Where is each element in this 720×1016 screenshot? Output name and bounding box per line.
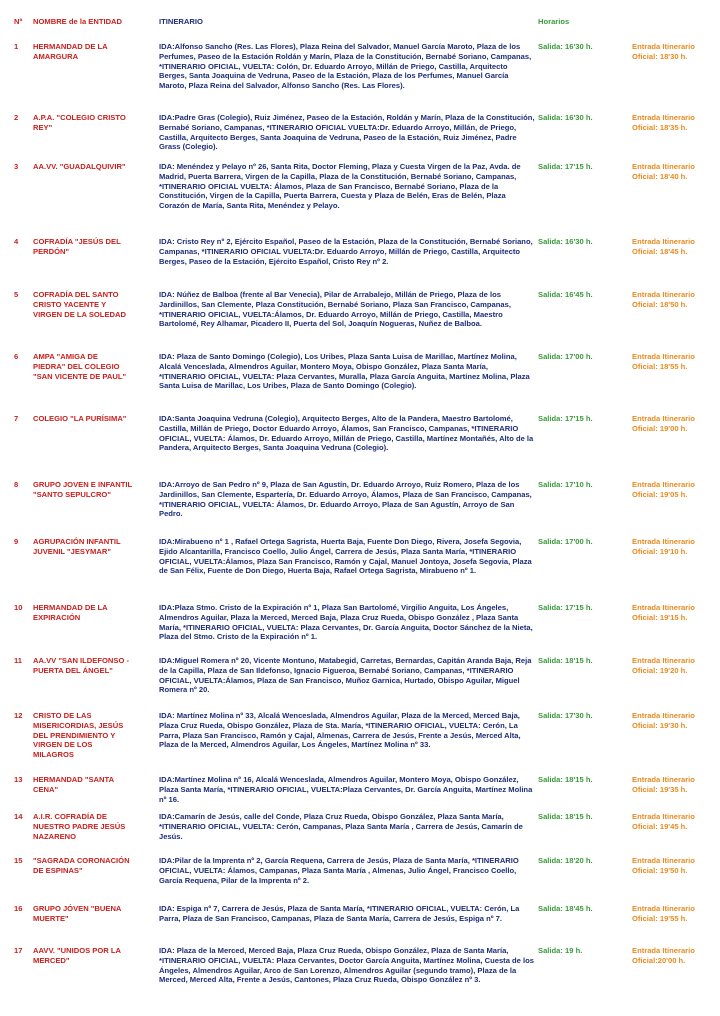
itinerary-text: IDA: Martínez Molina nº 33, Alcalá Wenceslada, Almendros Aguilar, Plaza de la Merced, Merced Baja, Plaza Cruz Rueda, Obispo González, Plaza de Sta. María, *ITINERARIO OFICIAL, VUELTA: Cerón, La Parra, Plaza San Francisco, Ramón y Cajal, Almenas, Carrera de Jesús, Frente a Jesús, Merced Alta, Plaza de la Merced, Almendros Aguilar, Los Ángeles, Martínez Molina nº 33. xyxy=(159,711,521,750)
row-number: 12 xyxy=(14,711,23,720)
entity-name: AA.VV. "GUADALQUIVIR" xyxy=(33,162,126,171)
departure-time: Salida: 17'10 h. xyxy=(538,480,593,489)
entity-name: AGRUPACIÓN INFANTIL JUVENIL "JESYMAR" xyxy=(33,537,121,556)
row-number: 11 xyxy=(14,656,23,665)
itinerary-text: IDA: Plaza de la Merced, Merced Baja, Plaza Cruz Rueda, Obispo González, Plaza de Santa María, *ITINERARIO OFICIAL, VUELTA: Plaza Cervantes, Doctor García Anguita, Martínez Molina, Cuesta de los Ángeles, Almendros Aguilar, Arco de San Lorenzo, Almendros Aguilar (segundo tramo), Plaza de la Merced, Merced Alta, Frente a Jesús, Cantones, Plaza Cruz Rueda, Obispo González nº 3. xyxy=(159,946,534,985)
header-entity: NOMBRE de la ENTIDAD xyxy=(33,17,123,26)
row-number: 1 xyxy=(14,42,19,51)
entity-name: AMPA "AMIGA DE PIEDRA" DEL COLEGIO "SAN VICENTE DE PAUL" xyxy=(33,352,127,381)
official-entry-time: Entrada Itinerario Oficial: 18'35 h. xyxy=(632,113,695,132)
header-schedule: Horarios xyxy=(538,17,570,26)
entity-name: GRUPO JÓVEN "BUENA MUERTE" xyxy=(33,904,122,923)
header-num: Nº xyxy=(14,17,23,26)
row-number: 7 xyxy=(14,414,19,423)
row-number: 4 xyxy=(14,237,19,246)
itinerary-text: IDA:Mirabueno nº 1 , Rafael Ortega Sagrista, Huerta Baja, Fuente Don Diego, Rivera, Josefa Segovia, Ejido Alcantarilla, Francisco Coello, Julio Ángel, Carrera de Jesús, Plaza Santa María, *ITINERARIO OFICIAL, VUELTA:Álamos, Plaza San Francisco, Ramón y Cajal, Manuel Jontoya, Josefa Segovia, Plaza de San Félix, Fuente de Don Diego, Huerta Baja, Rafael Ortega Sagrista, Mirabueno nº 1. xyxy=(159,537,532,576)
official-entry-time: Entrada Itinerario Oficial: 18'55 h. xyxy=(632,352,695,371)
row-number: 15 xyxy=(14,856,23,865)
entity-name: HERMANDAD DE LA AMARGURA xyxy=(33,42,108,61)
itinerary-text: IDA:Alfonso Sancho (Res. Las Flores), Plaza Reina del Salvador, Manuel García Maroto, Plaza de los Perfumes, Paseo de la Estación Roldán y Marín, Plaza de la Constitución, Bernabé Soriano, Campanas, *ITINERARIO OFICIAL, VUELTA: Colón, Dr. Eduardo Arroyo, Millán de Priego, Castilla, Arquitecto Berges, Santa Joaquina de Vedruna, Paseo de la Estación, Plaza de los Perfumes, Manuel García Maroto, Plaza Reina del Salvador, Alfonso Sancho (Res. Las Flores). xyxy=(159,42,532,91)
entity-name: AA.VV "SAN ILDEFONSO - PUERTA DEL ÁNGEL" xyxy=(33,656,129,675)
row-number: 17 xyxy=(14,946,23,955)
header-itinerary: ITINERARIO xyxy=(159,17,203,26)
itinerary-text: IDA:Camarín de Jesús, calle del Conde, Plaza Cruz Rueda, Obispo González, Plaza Santa María, *ITINERARIO OFICIAL, VUELTA: Cerón, Campanas, Plaza Santa María , Carrera de Jesús, Camarín de Jesús. xyxy=(159,812,523,841)
itinerary-text: IDA: Núñez de Balboa (frente al Bar Venecia), Pilar de Arrabalejo, Millán de Priego, Plaza de los Jardinillos, San Clemente, Plaza Constitución, Bernabé Soriano, Plaza San Francisco, Campanas, *ITINERARIO OFICIAL, VUELTA:Álamos, Dr. Eduardo Arroyo, Millán de Priego, Castilla, Maestro Bartolomé, Rey Alhamar, Picadero II, Puerta del Sol, Joaquín Nogueras, Nuñez de Balboa. xyxy=(159,290,511,329)
official-entry-time: Entrada Itinerario Oficial: 19'50 h. xyxy=(632,856,695,875)
official-entry-time: Entrada Itinerario Oficial:20'00 h. xyxy=(632,946,695,965)
official-entry-time: Entrada Itinerario Oficial: 18'50 h. xyxy=(632,290,695,309)
departure-time: Salida: 18'20 h. xyxy=(538,856,593,865)
departure-time: Salida: 16'30 h. xyxy=(538,42,593,51)
entity-name: A.P.A. "COLEGIO CRISTO REY" xyxy=(33,113,126,132)
departure-time: Salida: 17'00 h. xyxy=(538,352,593,361)
itinerary-text: IDA:Arroyo de San Pedro nº 9, Plaza de San Agustín, Dr. Eduardo Arroyo, Ruiz Romero, Plaza de los Jardinillos, San Clemente, Espartería, Dr. Eduardo Arroyo, Álamos, Plaza de San Francisco, Campanas, *ITINERARIO OFICIAL, VUELTA: Álamos, Dr. Eduardo Arroyo, Plaza de San Agustín, Arroyo de San Pedro. xyxy=(159,480,532,519)
entity-name: CRISTO DE LAS MISERICORDIAS, JESÚS DEL PRENDIMIENTO Y VIRGEN DE LOS MILAGROS xyxy=(33,711,124,760)
row-number: 14 xyxy=(14,812,23,821)
departure-time: Salida: 19 h. xyxy=(538,946,583,955)
row-number: 2 xyxy=(14,113,19,122)
official-entry-time: Entrada Itinerario Oficial: 19'00 h. xyxy=(632,414,695,433)
row-number: 5 xyxy=(14,290,19,299)
official-entry-time: Entrada Itinerario Oficial: 19'20 h. xyxy=(632,656,695,675)
official-entry-time: Entrada Itinerario Oficial: 19'35 h. xyxy=(632,775,695,794)
itinerary-text: IDA: Menéndez y Pelayo nº 26, Santa Rita, Doctor Fleming, Plaza y Cuesta Virgen de la Paz, Avda. de Madrid, Puerta Barrera, Virgen de la Capilla, Plaza de la Constitución, Bernabé Soriano, Campanas, *ITINERARIO OFICIAL VUELTA: Álamos, Plaza de San Francisco, Bernabé Soriano, Plaza de la Constitución, Virgen de la Capilla, Puerta Barrera, Cuesta y Plaza de Belén, Eras de Belén, Plaza Corazón de María, Santa Rita, Menéndez y Pelayo. xyxy=(159,162,521,211)
row-number: 13 xyxy=(14,775,23,784)
official-entry-time: Entrada Itinerario Oficial: 19'10 h. xyxy=(632,537,695,556)
itinerary-text: IDA:Martínez Molina nº 16, Alcalá Wenceslada, Almendros Aguilar, Montero Moya, Obispo González, Plaza Santa María, *ITINERARIO OFICIAL, VUELTA:Plaza Cervantes, Dr. García Anguita, Martínez Molina nº 16. xyxy=(159,775,533,804)
departure-time: Salida: 16'30 h. xyxy=(538,113,593,122)
departure-time: Salida: 17'00 h. xyxy=(538,537,593,546)
entity-name: GRUPO JOVEN E INFANTIL "SANTO SEPULCRO" xyxy=(33,480,133,499)
entity-name: COLEGIO "LA PURÍSIMA" xyxy=(33,414,127,423)
itinerary-text: IDA:Miguel Romera nº 20, Vicente Montuno, Matabegid, Carretas, Bernardas, Capitán Aranda Baja, Reja de la Capilla, Plaza de San Ildefonso, Ignacio Figueroa, Bernabé Soriano, Campanas, *ITINERARIO OFICIAL, VUELTA:Álamos, Plaza de San Francisco, Muñoz Garnica, Hurtado, Obispo Aguilar, Miguel Romera nº 20. xyxy=(159,656,532,695)
entity-name: AAVV. "UNIDOS POR LA MERCED" xyxy=(33,946,121,965)
row-number: 16 xyxy=(14,904,23,913)
official-entry-time: Entrada Itinerario Oficial: 19'05 h. xyxy=(632,480,695,499)
row-number: 6 xyxy=(14,352,19,361)
itinerary-text: IDA:Santa Joaquina Vedruna (Colegio), Arquitecto Berges, Alto de la Pandera, Maestro Bartolomé, Castilla, Millán de Priego, Doctor Eduardo Arroyo, Álamos, San Francisco, Campanas, *ITINERARIO OFICIAL, VUELTA: Álamos, Dr. Eduardo Arroyo, Millán de Priego, Castilla, Martínez Montañés, Alto de la Pandera, Arquitecto Berges, Santa Joaquina Vedruna (Colegio). xyxy=(159,414,534,453)
departure-time: Salida: 16'45 h. xyxy=(538,290,593,299)
entity-name: COFRADÍA DEL SANTO CRISTO YACENTE Y VIRGEN DE LA SOLEDAD xyxy=(33,290,126,319)
departure-time: Salida: 17'15 h. xyxy=(538,162,593,171)
departure-time: Salida: 16'30 h. xyxy=(538,237,593,246)
departure-time: Salida: 18'15 h. xyxy=(538,656,593,665)
row-number: 10 xyxy=(14,603,23,612)
entity-name: "SAGRADA CORONACIÓN DE ESPINAS" xyxy=(33,856,130,875)
official-entry-time: Entrada Itinerario Oficial: 18'30 h. xyxy=(632,42,695,61)
itinerary-text: IDA:Plaza Stmo. Cristo de la Expiración nº 1, Plaza San Bartolomé, Virgilio Anguita, Los Ángeles, Almendros Aguilar, Plaza la Merced, Merced Baja, Plaza Cruz Rueda, Obispo González , Plaza Santa María, *ITINERARIO OFICIAL, VUELTA: Plaza Cervantes, Dr. García Anguita, Doctor Sánchez de la Nieta, Plaza del Stmo. Cristo de la Expiración nº 1. xyxy=(159,603,533,642)
itinerary-text: IDA: Cristo Rey nº 2, Ejército Español, Paseo de la Estación, Plaza de la Constitución, Bernabé Soriano, Campanas, *ITINERARIO OFICIAL VUELTA:Dr. Eduardo Arroyo, Millán de Priego, Castilla, Arquitecto Berges, Paseo de la Estación, Ejército Español, Cristo Rey nº 2. xyxy=(159,237,533,266)
entity-name: A.I.R. COFRADÍA DE NUESTRO PADRE JESÚS NAZARENO xyxy=(33,812,126,841)
row-number: 3 xyxy=(14,162,19,171)
itinerary-text: IDA: Espiga nº 7, Carrera de Jesús, Plaza de Santa María, *ITINERARIO OFICIAL, VUELTA: Cerón, La Parra, Plaza de San Francisco, Campanas, Plaza de Santa María, Carrera de Jesús, Espiga nº 7. xyxy=(159,904,520,923)
entity-name: COFRADÍA "JESÚS DEL PERDÓN" xyxy=(33,237,121,256)
itinerary-text: IDA:Pilar de la Imprenta nº 2, García Requena, Carrera de Jesús, Plaza de Santa María, *ITINERARIO OFICIAL, VUELTA: Álamos, Campanas, Plaza Santa María , Almenas, Julio Ángel, Francisco Coello, García Requena, Pilar de la Imprenta nº 2. xyxy=(159,856,519,885)
official-entry-time: Entrada Itinerario Oficial: 18'45 h. xyxy=(632,237,695,256)
itinerary-text: IDA: Plaza de Santo Domingo (Colegio), Los Uribes, Plaza Santa Luisa de Marillac, Martínez Molina, Alcalá Venceslada, Almendros Aguilar, Montero Moya, Obispo González, Plaza Santa María, *ITINERARIO OFICIAL, VUELTA: Plaza Cervantes, Muralla, Plaza García Anguita, Martínez Molina, Plaza Santa Luisa de Marillac, Los Uribes, Plaza de Santo Domingo (Colegio). xyxy=(159,352,530,391)
departure-time: Salida: 17'30 h. xyxy=(538,711,593,720)
departure-time: Salida: 18'45 h. xyxy=(538,904,593,913)
departure-time: Salida: 17'15 h. xyxy=(538,603,593,612)
departure-time: Salida: 18'15 h. xyxy=(538,775,593,784)
official-entry-time: Entrada Itinerario Oficial: 19'30 h. xyxy=(632,711,695,730)
official-entry-time: Entrada Itinerario Oficial: 19'15 h. xyxy=(632,603,695,622)
row-number: 9 xyxy=(14,537,19,546)
departure-time: Salida: 17'15 h. xyxy=(538,414,593,423)
itinerary-text: IDA:Padre Gras (Colegio), Ruiz Jiménez, Paseo de la Estación, Roldán y Marín, Plaza de la Constitución, Bernabé Soriano, Campanas, *ITINERARIO OFICIAL VUELTA:Dr. Eduardo Arroyo, Millán, de Priego, Castilla, Arquitecto Berges, Santa Joaquina de Vedruna, Paseo de la Estación, Ruiz Jiménez, Padre Grass (Colegio). xyxy=(159,113,535,152)
row-number: 8 xyxy=(14,480,19,489)
official-entry-time: Entrada Itinerario Oficial: 18'40 h. xyxy=(632,162,695,181)
departure-time: Salida: 18'15 h. xyxy=(538,812,593,821)
entity-name: HERMANDAD DE LA EXPIRACIÓN xyxy=(33,603,108,622)
official-entry-time: Entrada Itinerario Oficial: 19'45 h. xyxy=(632,812,695,831)
entity-name: HERMANDAD "SANTA CENA" xyxy=(33,775,115,794)
official-entry-time: Entrada Itinerario Oficial: 19'55 h. xyxy=(632,904,695,923)
